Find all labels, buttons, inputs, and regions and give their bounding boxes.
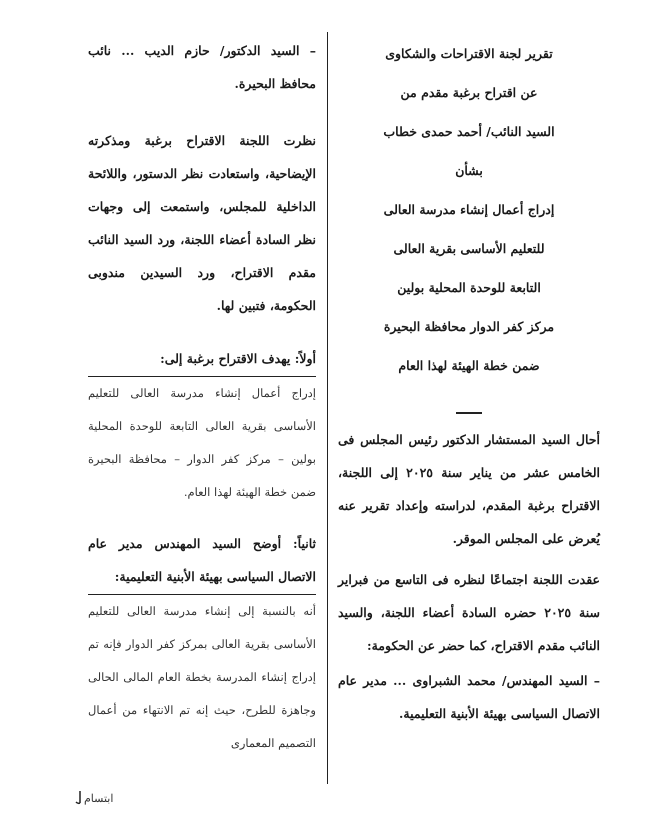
title-line: السيد النائب/ أحمد حمدى خطاب: [383, 124, 555, 139]
title-line: للتعليم الأساسى بقرية العالى: [393, 241, 545, 256]
title-line: التابعة للوحدة المحلية بولين: [397, 280, 541, 295]
section-body: إدراج أعمال إنشاء مدرسة العالى للتعليم الأساسى بقرية العالى التابعة للوحدة المحلية بولين – مركز كفر الدوار – محافظة البحيرة ضمن خطة الهيئة لهذا العام.: [88, 386, 316, 499]
attendee-item: – السيد المهندس/ محمد الشبراوى ... مدير عام الاتصال السياسى بهيئة الأبنية التعليمية.: [338, 673, 600, 721]
review-paragraph: نظرت اللجنة الاقتراح برغبة ومذكرته الإيضاحية، واستعادت نظر الدستور، واللائحة الداخلية للمجلس، واستمعت إلى وجهات نظر السادة أعضاء اللجنة، ورد السيد النائب مقدم الاقتراح، ورد السيدين مندوبى الحكومة، فتبين لها.: [88, 133, 316, 313]
title-line: بشأن: [455, 163, 483, 178]
footer-mark-icon: [75, 790, 83, 805]
meeting-paragraph: عقدت اللجنة اجتماعًا لنظره فى التاسع من فبراير سنة ٢٠٢٥ حضره السادة أعضاء اللجنة، والسيد النائب مقدم الاقتراح، كما حضر عن الحكومة:: [338, 572, 600, 653]
left-column: [88, 34, 316, 760]
title-line: عن اقتراح برغبة مقدم من: [400, 85, 538, 100]
report-title-block: [338, 34, 600, 385]
attendee-item: – السيد الدكتور/ حازم الديب ... نائب محافظ البحيرة.: [88, 43, 316, 91]
column-divider: [327, 32, 328, 784]
footer-label: ابتسام: [84, 792, 114, 805]
title-line: تقرير لجنة الاقتراحات والشكاوى: [385, 46, 553, 61]
right-column: [338, 34, 600, 730]
title-line: إدراج أعمال إنشاء مدرسة العالى: [383, 202, 555, 217]
title-line: ضمن خطة الهيئة لهذا العام: [398, 358, 540, 373]
title-line: مركز كفر الدوار محافظة البحيرة: [383, 319, 555, 334]
title-separator: [456, 412, 482, 414]
section-body: أنه بالنسبة إلى إنشاء مدرسة العالى للتعليم الأساسى بقرية العالى بمركز كفر الدوار فإنه تم إدراج إنشاء المدرسة بخطة العام المالى الحالى وجاهزة للطرح، حيث إنه تم الانتهاء من أعمال التصميم المعمارى: [88, 604, 316, 750]
section-heading: ثانياً: أوضح السيد المهندس مدير عام الاتصال السياسى بهيئة الأبنية التعليمية:: [88, 527, 316, 595]
referral-paragraph: أحال السيد المستشار الدكتور رئيس المجلس فى الخامس عشر من يناير سنة ٢٠٢٥ إلى اللجنة، الاقتراح برغبة المقدم، لدراسته وإعداد تقرير عنه يُعرض على المجلس الموقر.: [338, 432, 600, 546]
section-heading: أولاً: يهدف الاقتراح برغبة إلى:: [88, 342, 316, 377]
